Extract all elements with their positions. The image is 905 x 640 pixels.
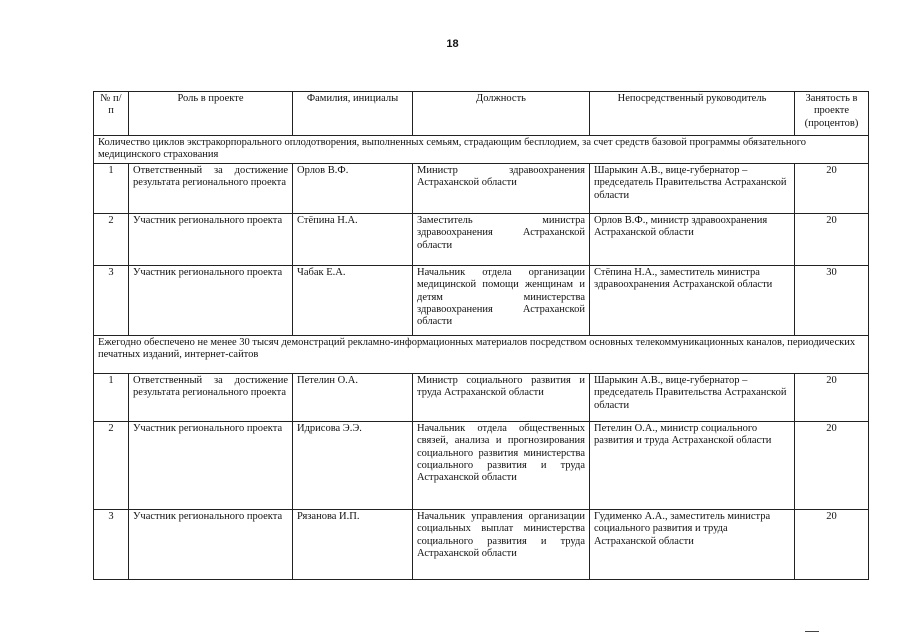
cell-role: Ответственный за достижение результата регионального проекта (129, 163, 293, 213)
cell-role: Участник регионального проекта (129, 213, 293, 265)
cell-position: Начальник отдела организации медицинской помощи женщинам и детям министерства здравоохранения Астраханской области (413, 265, 590, 335)
table-row (94, 373, 869, 421)
header-row (94, 92, 869, 136)
cell-name: Петелин О.А. (293, 373, 413, 421)
cell-name: Чабак Е.А. (293, 265, 413, 335)
cell-role: Ответственный за достижение результата регионального проекта (129, 373, 293, 421)
section-title: Ежегодно обеспечено не менее 30 тысяч демонстраций рекламно-информационных материалов посредством основных телекоммуникационных каналов, периодических печатных изданий, интернет-сайтов (94, 335, 869, 373)
cell-position: Министр социального развития и труда Астраханской области (413, 373, 590, 421)
cell-position: Начальник отдела общественных связей, анализа и прогнозирования социального развития министерства социального развития и труда Астраханской области (413, 421, 590, 509)
cell-num: 3 (94, 509, 129, 579)
section-row (94, 335, 869, 373)
cell-employment: 20 (795, 509, 869, 579)
project-staff-table (93, 91, 869, 580)
cell-role: Участник регионального проекта (129, 265, 293, 335)
cell-name: Орлов В.Ф. (293, 163, 413, 213)
cell-employment: 20 (795, 163, 869, 213)
header-num: № п/п (94, 92, 129, 136)
cell-num: 1 (94, 163, 129, 213)
cell-employment: 20 (795, 213, 869, 265)
cell-manager: Гудименко А.А., заместитель министра социального развития и труда Астраханской области (590, 509, 795, 579)
cell-manager: Стёпина Н.А., заместитель министра здравоохранения Астраханской области (590, 265, 795, 335)
cell-role: Участник регионального проекта (129, 509, 293, 579)
table-row (94, 163, 869, 213)
cell-position: Заместитель министра здравоохранения Астраханской области (413, 213, 590, 265)
cell-name: Идрисова Э.Э. (293, 421, 413, 509)
cell-num: 2 (94, 213, 129, 265)
header-role: Роль в проекте (129, 92, 293, 136)
cell-num: 2 (94, 421, 129, 509)
cell-manager: Петелин О.А., министр социального развития и труда Астраханской области (590, 421, 795, 509)
cell-num: 3 (94, 265, 129, 335)
cell-num: 1 (94, 373, 129, 421)
cell-position: Министр здравоохранения Астраханской области (413, 163, 590, 213)
table-row (94, 213, 869, 265)
cell-name: Стёпина Н.А. (293, 213, 413, 265)
header-name: Фамилия, инициалы (293, 92, 413, 136)
cell-employment: 30 (795, 265, 869, 335)
header-employment: Занятость в проекте (процентов) (795, 92, 869, 136)
cell-position: Начальник управления организации социальных выплат министерства социального развития и труда Астраханской области (413, 509, 590, 579)
page-number: 18 (446, 38, 459, 50)
table-row (94, 265, 869, 335)
section-row (94, 136, 869, 164)
table-row (94, 509, 869, 579)
cell-employment: 20 (795, 373, 869, 421)
cell-manager: Шарыкин А.В., вице-губернатор – председатель Правительства Астраханской области (590, 373, 795, 421)
cell-role: Участник регионального проекта (129, 421, 293, 509)
cell-manager: Шарыкин А.В., вице-губернатор – председатель Правительства Астраханской области (590, 163, 795, 213)
table-row (94, 421, 869, 509)
cell-name: Рязанова И.П. (293, 509, 413, 579)
header-position: Должность (413, 92, 590, 136)
header-manager: Непосредственный руководитель (590, 92, 795, 136)
cell-manager: Орлов В.Ф., министр здравоохранения Астраханской области (590, 213, 795, 265)
page-edge-mark (805, 631, 819, 632)
cell-employment: 20 (795, 421, 869, 509)
section-title: Количество циклов экстракорпорального оплодотворения, выполненных семьям, страдающим бесплодием, за счет средств базовой программы обязательного медицинского страхования (94, 136, 869, 164)
